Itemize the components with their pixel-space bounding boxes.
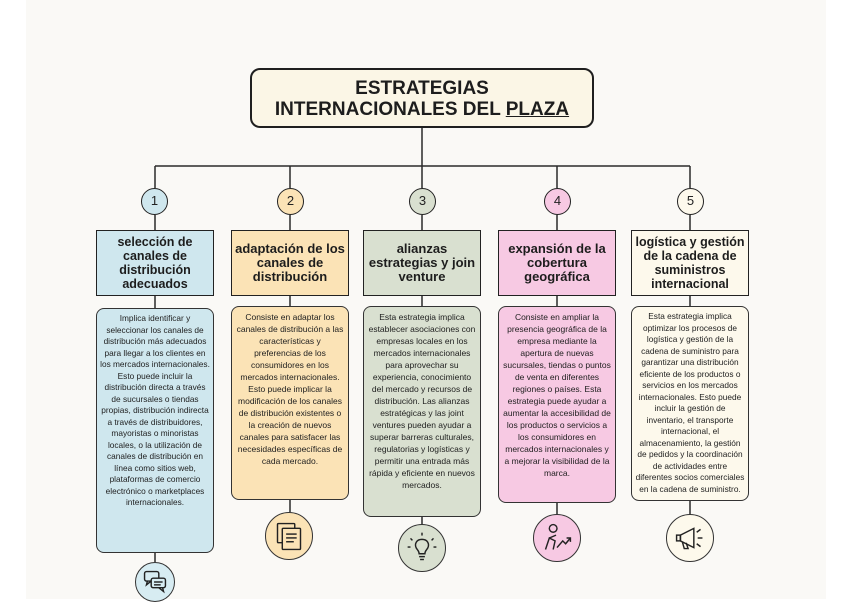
person-growth-icon [533, 514, 581, 562]
heading-2: adaptación de los canales de distribución [231, 230, 349, 296]
description-5: Esta estrategia implica optimizar los procesos de logística y gestión de la cadena de suministro para garantizar una distribución eficiente de los productos o servicios en los mercados internacionales. Esto puede incluir la gestión de inventario, el transporte internacional, el almacenamiento, la gestión de pedidos y la coordinación de actividades entre diferentes socios comerciales en la cadena de suministro. [631, 306, 749, 501]
step-number-3: 3 [409, 188, 436, 215]
title-line-2 [252, 99, 592, 120]
heading-5: logística y gestión de la cadena de suministros internacional [631, 230, 749, 296]
title-line-1: ESTRATEGIAS [355, 78, 489, 99]
sticky-notes-icon [265, 512, 313, 560]
description-1: Implica identificar y seleccionar los canales de distribución más adecuados para llegar a los clientes en los mercados internacionales. Esto puede incluir la distribución directa a través de sucursales o tiendas propias, distribución indirecta a través de distribuidores, mayoristas o minoristas locales, o la utilización de canales de distribución en línea como sitios web, plataformas de comercio electrónico o marketplaces internacionales. [96, 308, 214, 553]
lightbulb-icon [398, 524, 446, 572]
description-3: Esta estrategia implica establecer asociaciones con empresas locales en los mercados internacionales para aprovechar su experiencia, conocimiento del mercado y recursos de distribución. Las alianzas estratégicas y las joint ventures pueden ayudar a superar barreras culturales, regulatorias y logísticas y permitir una entrada más rápida y eficiente en nuevos mercados. [363, 306, 481, 517]
title-line-2-prefix: INTERNACIONALES DEL [274, 99, 506, 120]
description-4: Consiste en ampliar la presencia geográfica de la empresa mediante la apertura de nuevas sucursales, tiendas o puntos de venta en diferentes regiones o países. Esta estrategia puede ayudar a aumentar la accesibilidad de los productos o servicios a los consumidores en mercados internacionales y a mejorar la visibilidad de la marca. [498, 306, 616, 503]
megaphone-icon [666, 514, 714, 562]
diagram-title [250, 68, 594, 128]
description-2: Consiste en adaptar los canales de distribución a las características y preferencias de los consumidores en los mercados internacionales. Esto puede implicar la modificación de los canales de distribución existentes o la creación de nuevos canales para satisfacer las necesidades específicas de cada mercado. [231, 306, 349, 500]
heading-3: alianzas estrategias y join venture [363, 230, 481, 296]
heading-4: expansión de la cobertura geográfica [498, 230, 616, 296]
step-number-5: 5 [677, 188, 704, 215]
step-number-1: 1 [141, 188, 168, 215]
step-number-4: 4 [544, 188, 571, 215]
chat-bubbles-icon [135, 562, 175, 602]
title-underlined-word: PLAZA [505, 99, 570, 120]
heading-1: selección de canales de distribución adecuados [96, 230, 214, 296]
step-number-2: 2 [277, 188, 304, 215]
